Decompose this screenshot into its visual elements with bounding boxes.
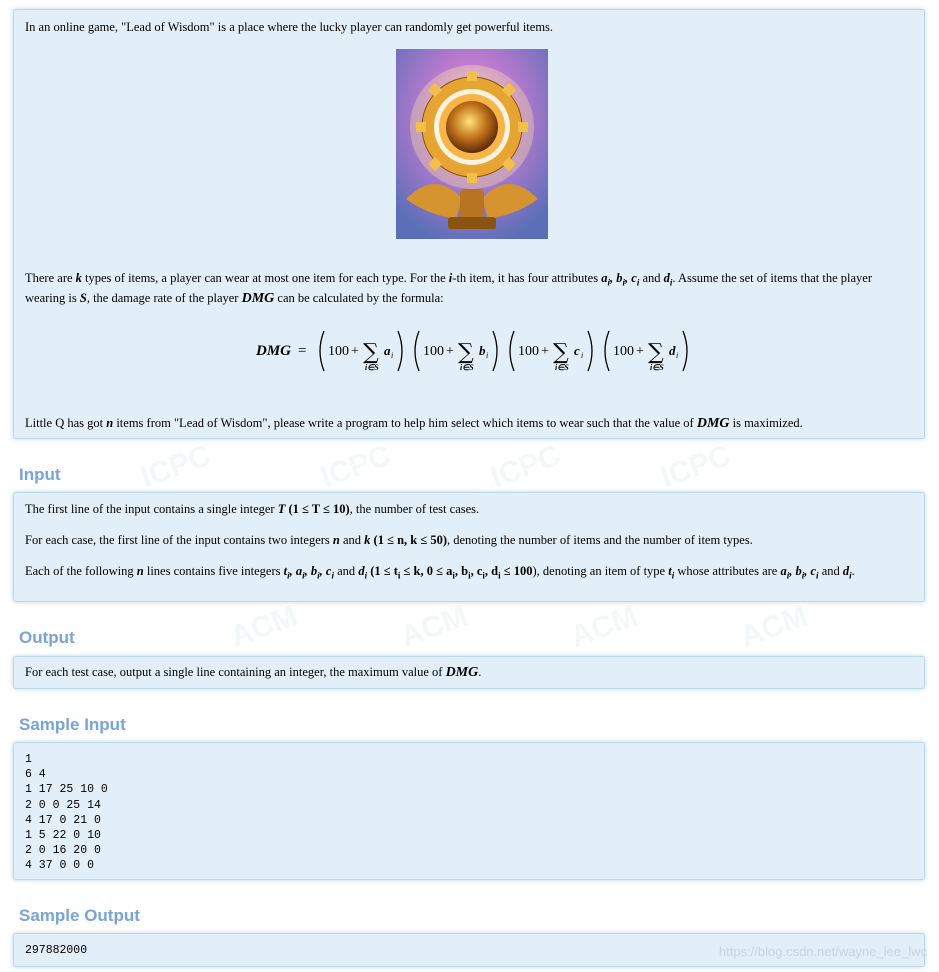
math-d: $d_i$ [663,271,673,288]
formula-term-a [320,331,402,372]
math-DMG: DMG [445,665,479,680]
math-cond: ($1 \le t_i \le k$, $0 \le a_i$, $b_i$, $c_i$, $d_i \le 100$ [370,564,533,581]
blog-credit: https://blog.csdn.net/wayne_lee_lwc [718,944,927,959]
math-k: k [364,533,371,547]
formula-term-b [415,331,497,372]
sample-input-line: 1 17 25 10 0 [25,783,108,797]
sum-subscript: i∈S [650,363,664,372]
math-attrs: $a_i$, $b_i$, $c_i$ [601,271,640,288]
formula-const: 100 [613,344,634,359]
watermark: ACM [396,599,472,654]
sample-input-line: 2 0 0 25 14 [25,798,101,812]
game-item-picture [396,49,548,239]
formula-var: d [669,343,676,358]
sample-input-line: 4 17 0 21 0 [25,813,101,827]
sample-input-heading: Sample Input [19,715,126,734]
sample-output-heading: Sample Output [19,906,140,925]
sum-symbol: ∑ [553,340,569,365]
text: items from "Lead of Wisdom", please write a program to help him select which items to wear such that the value of [113,416,697,430]
math-cond: (1 ≤ n, k ≤ 50) [373,533,447,547]
formula-eq: = [298,343,307,359]
math-d: $d_i$ [842,564,852,581]
formula-const: 100 [423,344,444,359]
sample-input-box [13,742,925,880]
math-t: $t_i$ [668,564,675,581]
right-paren [588,331,592,371]
formula-var-sub: i [391,351,394,360]
right-paren [398,331,402,371]
sum-symbol: ∑ [363,340,379,365]
formula-plus: + [351,344,359,359]
text: and [639,271,664,285]
watermark: ACM [736,599,812,654]
formula-var-sub: i [581,351,584,360]
text: -th item, it has four attributes [452,271,602,285]
sample-input-line: 1 [25,753,32,766]
watermark: ICPC [136,438,215,495]
intro-text: In an online game, "Lead of Wisdom" is a place where the lucky player can randomly get powerful items. [25,20,554,34]
math-DMG: DMG [241,290,275,306]
left-paren [605,331,609,371]
sum-subscript: i∈S [555,363,569,372]
formula-term-d [605,331,687,372]
math-n: n [332,533,340,547]
sample-input-line: 6 4 [25,768,46,782]
dmg-formula [242,323,702,379]
input-line-1: The first line of the input contains a single integer T (1 ≤ T ≤ 10), the number of test cases. [25,502,480,516]
formula-var-sub: i [676,351,679,360]
left-paren [510,331,514,371]
input-heading: Input [19,465,61,484]
formula-var: c [574,343,580,358]
text: can be calculated by the formula: [274,290,444,305]
formula-term-c [510,331,592,372]
watermark: ICPC [316,438,395,495]
output-heading: Output [19,628,75,647]
text: , the damage rate of the player [86,290,242,305]
paragraph-task [25,416,910,431]
text: . Assume the set of items that the player wearing is [25,271,873,305]
sum-subscript: i∈S [460,363,474,372]
math-vars: $t_i$, $a_i$, $b_i$, $c_i$ [283,564,334,581]
watermark: ICPC [656,438,735,495]
description-box [13,9,925,439]
math-n: n [106,416,114,430]
text: Little Q has got [25,416,107,430]
math-k: k [75,271,82,285]
sum-subscript: i∈S [365,363,379,372]
math-n: n [136,564,144,578]
formula-plus: + [446,344,454,359]
math-S: S [79,290,87,305]
sum-symbol: ∑ [648,340,664,365]
right-paren [683,331,687,371]
sample-input-line: 4 37 0 0 0 [25,859,95,873]
math-cond: (1 ≤ T ≤ 10) [288,502,350,516]
math-DMG: DMG [696,416,730,431]
sample-output-value: 297882000 [25,944,88,957]
input-line-2: For each case, the first line of the input contains two integers n and k (1 ≤ n, k ≤ 50), denoting the number of items and the number of item types. [25,533,753,547]
text: types of items, a player can wear at most one item for each type. For the [81,271,449,285]
right-paren [493,331,497,371]
formula-var: b [479,343,486,358]
input-line-3: Each of the following n lines contains five integers $t_i$, $a_i$, $b_i$, $c_i$ and $d_i$ ($1 \le t_i \le k$, $0 \le a_i$, $b_i$, $c_i$, $d_i \le 100$), denoting an item of type $t_i$ whose attributes are $a_i$, $b_i$, $c_i$ and $d_i$. [25,564,855,581]
watermark: ICPC [486,438,565,495]
sample-input-lines [25,752,108,874]
formula-const: 100 [518,344,539,359]
input-box [13,492,925,602]
text: There are [25,271,76,285]
watermark: ACM [226,599,302,654]
formula-var-sub: i [486,351,489,360]
paragraph-items [25,271,910,306]
sum-symbol: ∑ [458,340,474,365]
math-d: $d_i$ [358,564,368,581]
formula-var: a [384,343,391,358]
left-paren [415,331,419,371]
output-box [13,656,925,689]
math-i: i [448,271,453,285]
formula-lhs: DMG [256,343,292,359]
left-paren [320,331,324,371]
math-attrs: $a_i$, $b_i$, $c_i$ [780,564,819,581]
formula-plus: + [636,344,644,359]
formula-const: 100 [328,344,349,359]
text: is maximized. [729,416,803,430]
watermark: ACM [566,599,642,654]
formula-plus: + [541,344,549,359]
math-T: T [277,502,286,516]
output-text: For each test case, output a single line containing an integer, the maximum value of DMG. [25,665,482,680]
sample-input-line: 1 5 22 0 10 [25,829,101,843]
sample-input-line: 2 0 16 20 0 [25,844,101,858]
